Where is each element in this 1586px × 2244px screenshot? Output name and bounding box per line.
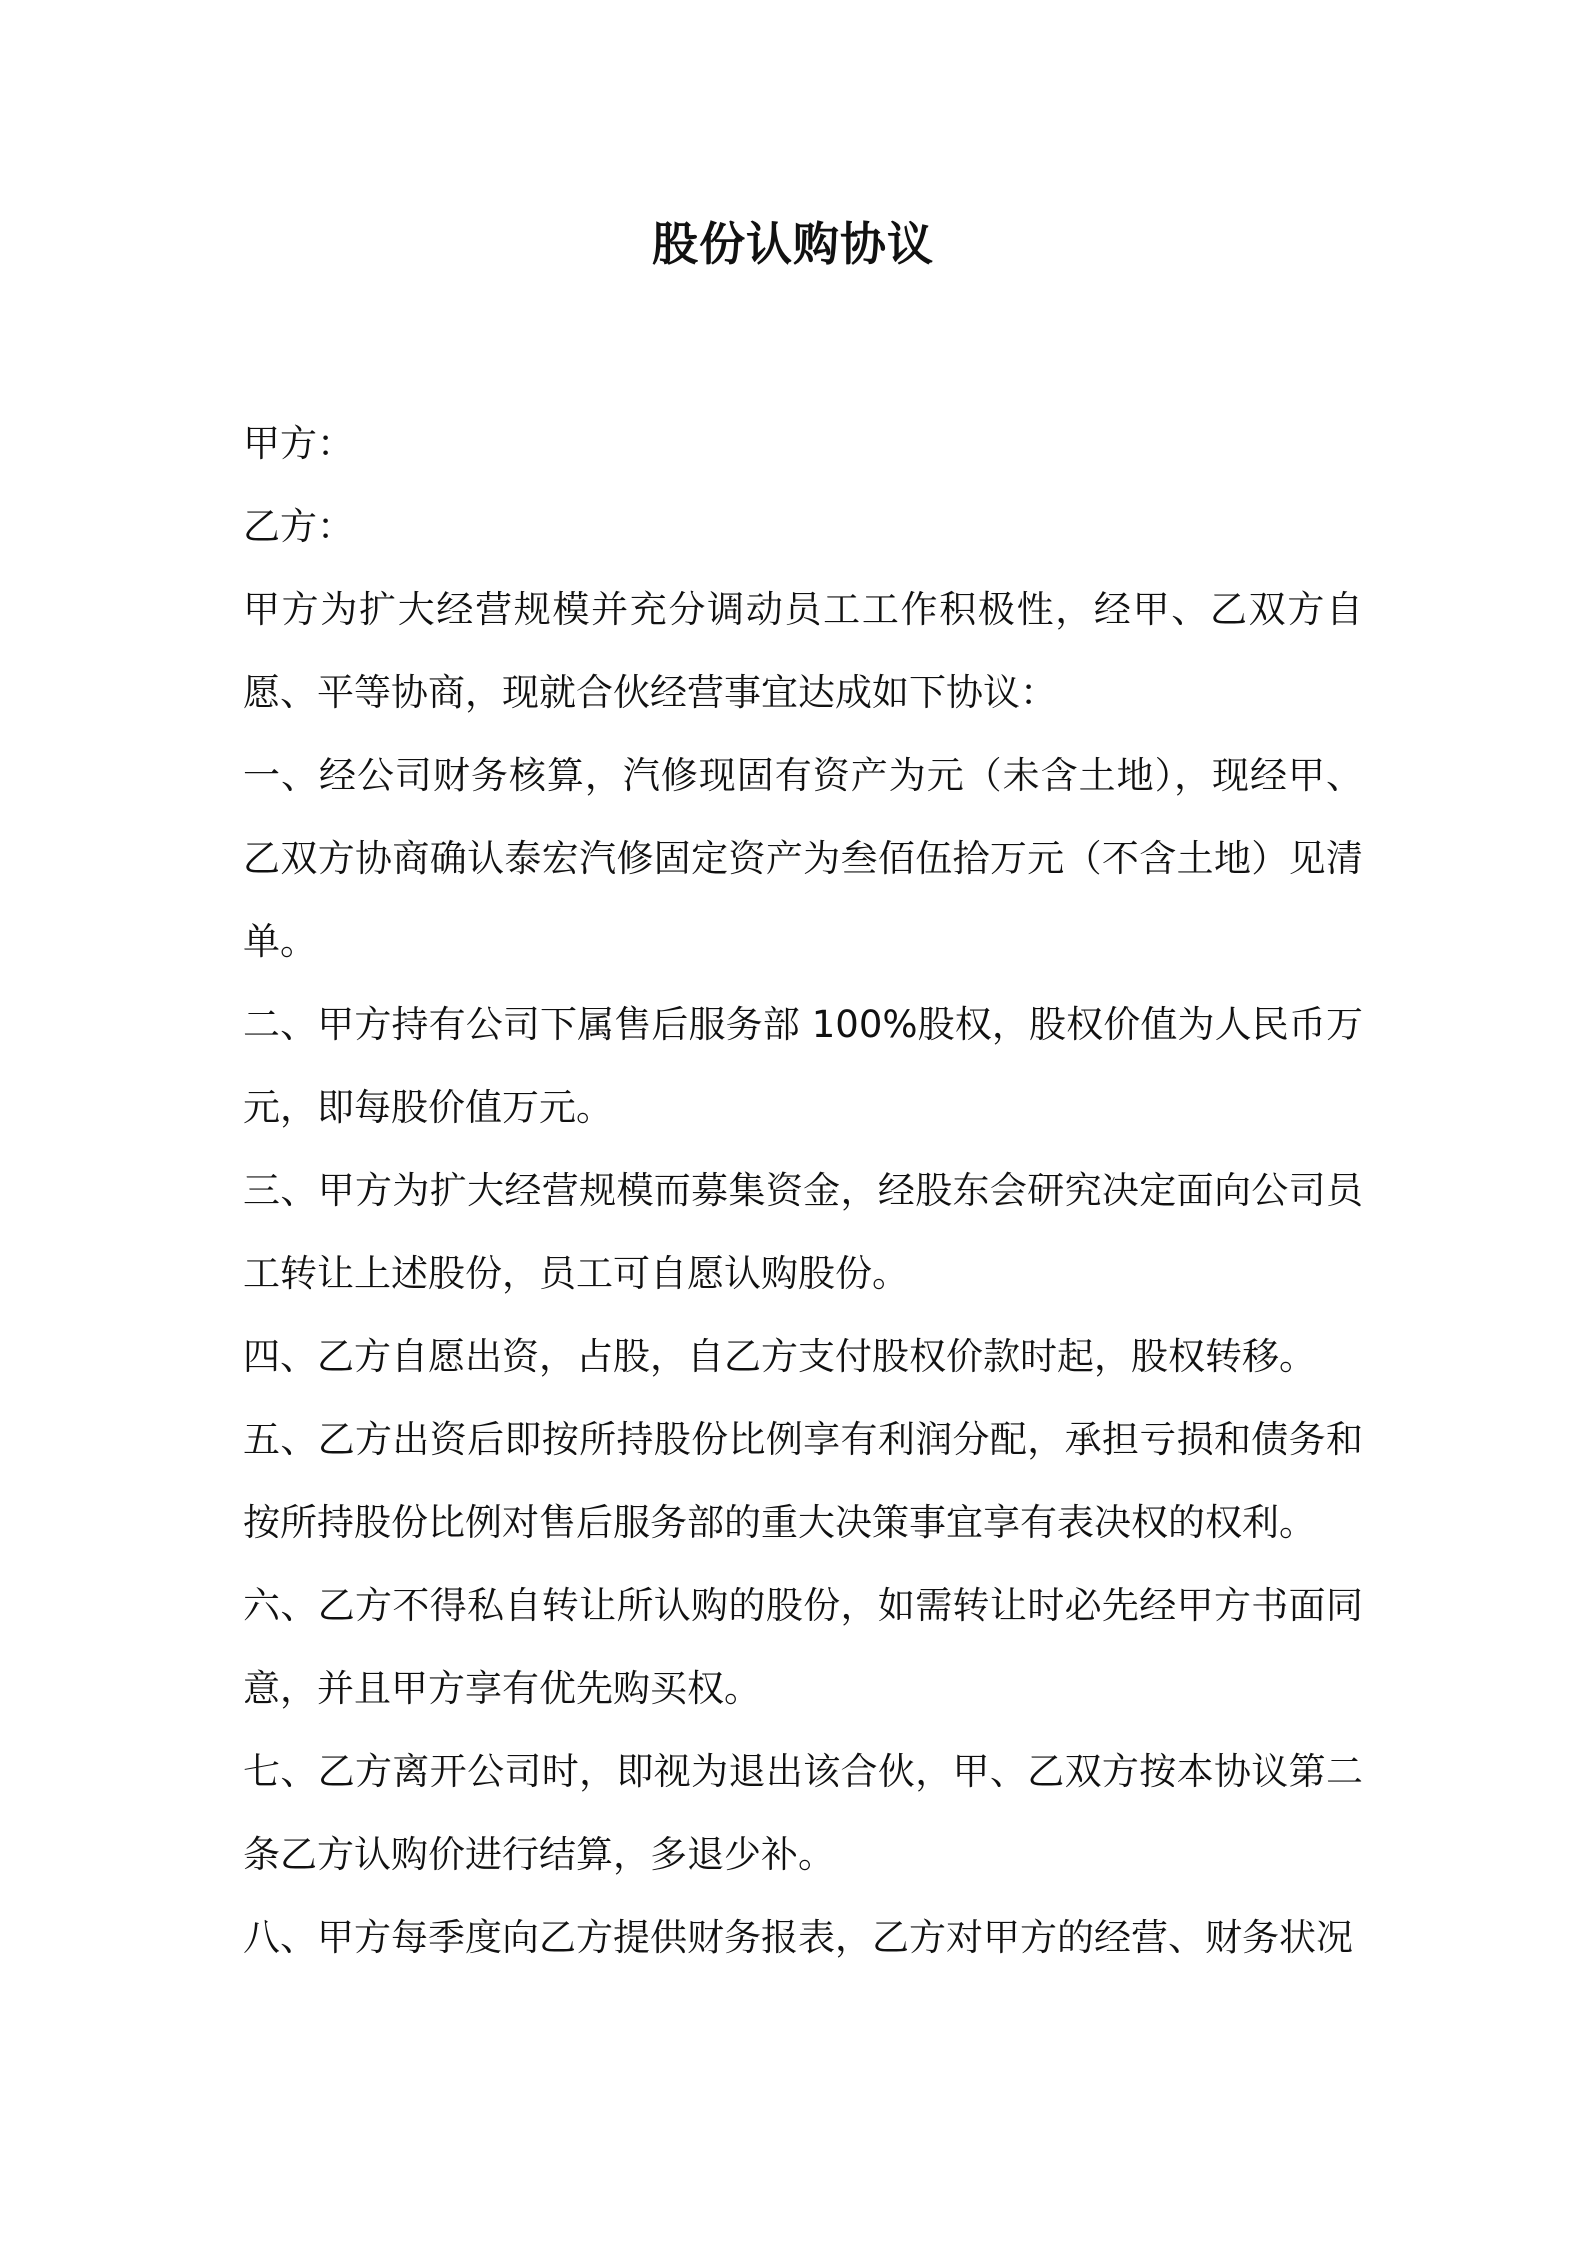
clause-8: 八、甲方每季度向乙方提供财务报表，乙方对甲方的经营、财务状况 (243, 1916, 1353, 1959)
clause-6: 六、乙方不得私自转让所认购的股份，如需转让时必先经甲方书面同意，并且甲方享有优先购买权。 (243, 1584, 1363, 1710)
party-a-line: 甲方： (243, 422, 354, 465)
clause-4: 四、乙方自愿出资，占股，自乙方支付股权价款时起，股权转移。 (243, 1335, 1316, 1378)
document-body (243, 402, 1363, 1979)
clause-3: 三、甲方为扩大经营规模而募集资金，经股东会研究决定面向公司员工转让上述股份，员工可自愿认购股份。 (243, 1169, 1363, 1295)
party-b-line: 乙方： (243, 505, 354, 548)
preamble-paragraph: 甲方为扩大经营规模并充分调动员工工作积极性，经甲、乙双方自愿、平等协商，现就合伙经营事宜达成如下协议： (243, 588, 1363, 714)
document-title: 股份认购协议 (652, 217, 934, 271)
clause-1: 一、经公司财务核算，汽修现固有资产为元（未含土地），现经甲、乙双方协商确认泰宏汽修固定资产为叁佰伍拾万元（不含土地）见清单。 (243, 754, 1363, 963)
clause-5: 五、乙方出资后即按所持股份比例享有利润分配，承担亏损和债务和按所持股份比例对售后服务部的重大决策事宜享有表决权的权利。 (243, 1418, 1363, 1544)
clause-7: 七、乙方离开公司时，即视为退出该合伙，甲、乙双方按本协议第二条乙方认购价进行结算，多退少补。 (243, 1750, 1363, 1876)
clause-2: 二、甲方持有公司下属售后服务部 100%股权，股权价值为人民币万元，即每股价值万元。 (243, 1003, 1363, 1129)
